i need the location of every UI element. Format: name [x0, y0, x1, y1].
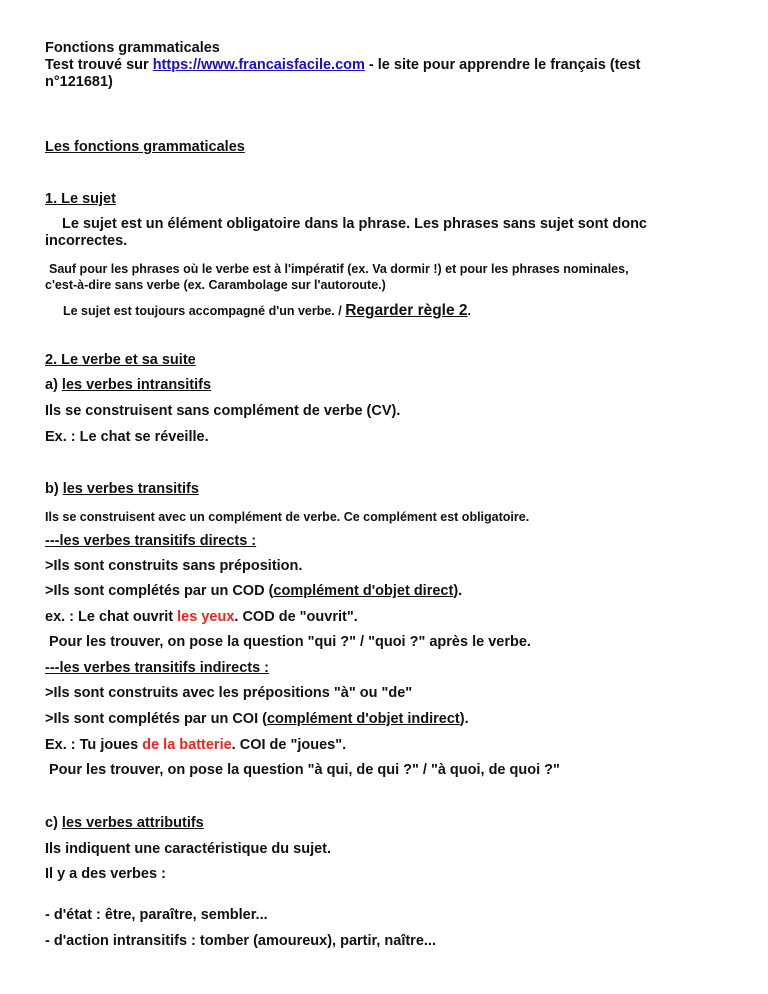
- sub-a-title: les verbes intransitifs: [61, 377, 212, 393]
- direct-example: [45, 609, 358, 626]
- c-line-4: - d'action intransitifs : tomber (amoureux), partir, naître...: [45, 933, 436, 949]
- sub-b-title: les verbes transitifs: [62, 481, 199, 497]
- cod-term: complément d'objet direct: [273, 583, 454, 599]
- direct-line-2: [45, 583, 462, 600]
- indirect-line-2: [45, 711, 469, 728]
- indirect-example: [45, 737, 346, 754]
- main-heading: Les fonctions grammaticales: [45, 139, 245, 155]
- section-1-heading: 1. Le sujet: [45, 191, 116, 207]
- sub-b-prefix: b): [45, 481, 63, 497]
- c-line-1: Ils indiquent une caractéristique du sujet.: [45, 841, 332, 857]
- sub-c-prefix: c): [45, 815, 62, 831]
- s1-p1: Le sujet est un élément obligatoire dans la phrase. Les phrases sans sujet sont donc: [62, 216, 647, 232]
- coi-term: complément d'objet indirect: [266, 711, 460, 727]
- sub-c-title: les verbes attributifs: [61, 815, 204, 831]
- source-link[interactable]: https://www.francaisfacile.com: [152, 57, 365, 73]
- t4: . COD de "ouvrit".: [234, 609, 358, 625]
- t3: ex. : Le chat ouvrit: [45, 609, 178, 625]
- c-line-3: - d'état : être, paraître, sembler...: [45, 907, 268, 923]
- section-2-heading: 2. Le verbe et sa suite: [45, 352, 196, 368]
- highlight-cod: les yeux: [177, 609, 235, 625]
- s1-p1-cont: incorrectes.: [45, 233, 128, 249]
- t2: ).: [453, 583, 463, 599]
- source-line-2: n°121681): [45, 74, 113, 90]
- direct-line-1: >Ils sont construits sans préposition.: [45, 558, 303, 574]
- c-line-2: Il y a des verbes :: [45, 866, 166, 882]
- s1-p2: Sauf pour les phrases où le verbe est à l'impératif (ex. Va dormir !) et pour les phrases nominales,: [49, 262, 629, 276]
- sub-b-heading: [45, 481, 199, 498]
- t1: >Ils sont complétés par un COD (: [45, 583, 274, 599]
- indirect-heading: ---les verbes transitifs indirects :: [45, 660, 270, 676]
- t8: . COI de "joues".: [231, 737, 347, 753]
- direct-heading: ---les verbes transitifs directs :: [45, 533, 257, 549]
- sub-c-heading: [45, 815, 204, 832]
- a-line-2: Ex. : Le chat se réveille.: [45, 429, 209, 445]
- t5: >Ils sont complétés par un COI (: [45, 711, 267, 727]
- s1-p3-text: Le sujet est toujours accompagné d'un verbe. /: [63, 304, 346, 318]
- doc-title: Fonctions grammaticales: [45, 40, 220, 56]
- source-suffix: - le site pour apprendre le français (test: [364, 57, 641, 73]
- indirect-line-1: >Ils sont construits avec les prépositions "à" ou "de": [45, 685, 413, 701]
- highlight-coi: de la batterie: [142, 737, 232, 753]
- source-line: [45, 57, 640, 74]
- t7: Ex. : Tu joues: [45, 737, 143, 753]
- indirect-line-4: Pour les trouver, on pose la question "à qui, de qui ?" / "à quoi, de quoi ?": [49, 762, 560, 778]
- s1-p3: [63, 302, 471, 320]
- sub-a-prefix: a): [45, 377, 62, 393]
- s1-p3-end: .: [467, 304, 472, 318]
- a-line-1: Ils se construisent sans complément de verbe (CV).: [45, 403, 401, 419]
- t6: ).: [459, 711, 469, 727]
- regle-2-link[interactable]: Regarder règle 2: [345, 302, 468, 319]
- s1-p2-cont: c'est-à-dire sans verbe (ex. Carambolage sur l'autoroute.): [45, 278, 386, 292]
- direct-line-4: Pour les trouver, on pose la question "qui ?" / "quoi ?" après le verbe.: [49, 634, 531, 650]
- source-prefix: Test trouvé sur: [45, 57, 153, 73]
- sub-a-heading: [45, 377, 211, 394]
- b-line-1: Ils se construisent avec un complément de verbe. Ce complément est obligatoire.: [45, 510, 530, 524]
